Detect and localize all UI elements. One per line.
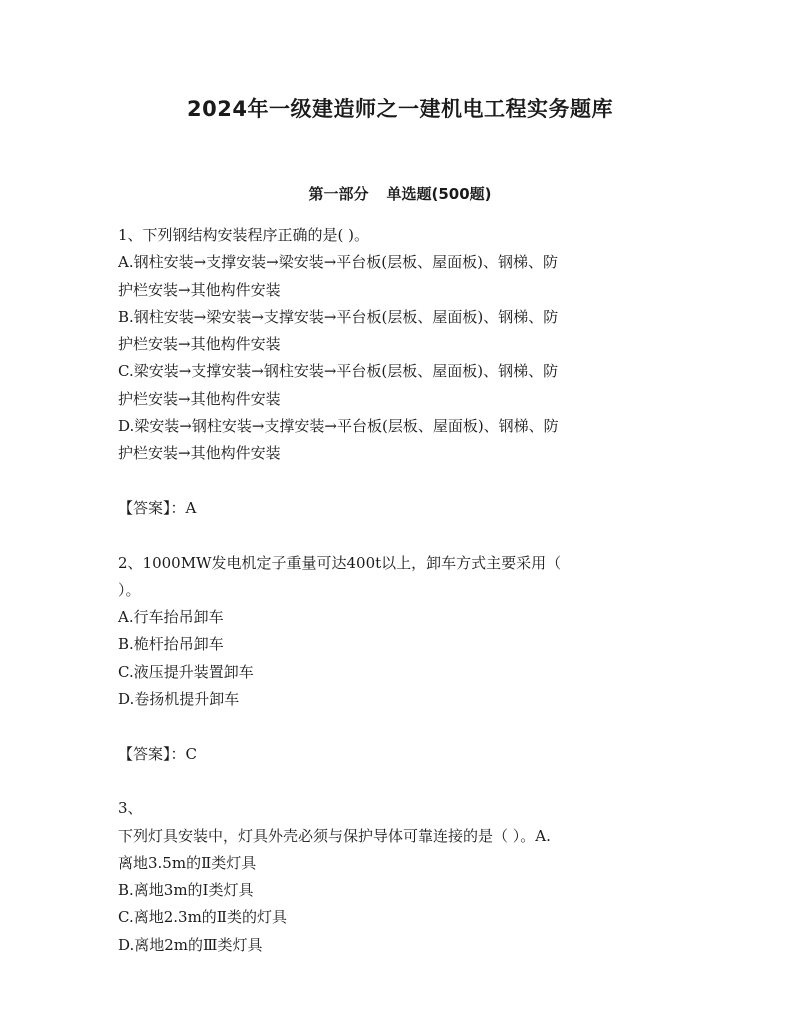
option-line: 护栏安装→其他构件安装 <box>118 280 281 299</box>
option-line: C.梁安装→支撑安装→钢柱安装→平台板(层板、屋面板)、钢梯、防 <box>118 362 559 381</box>
option-line: D.离地2m的Ⅲ类灯具 <box>118 935 263 954</box>
option-line: B.钢柱安装→梁安装→支撑安装→平台板(层板、屋面板)、钢梯、防 <box>118 307 559 326</box>
page-title: 2024年一级建造师之一建机电工程实务题库 <box>187 97 613 121</box>
option-line: 护栏安装→其他构件安装 <box>118 335 281 354</box>
option-line: B.桅杆抬吊卸车 <box>118 635 224 654</box>
option-line: B.离地3m的Ⅰ类灯具 <box>118 881 254 900</box>
question-stem-line: 离地3.5m的Ⅱ类灯具 <box>118 853 257 872</box>
option-line: 护栏安装→其他构件安装 <box>118 389 281 408</box>
question-stem-line: 下列灯具安装中，灯具外壳必须与保护导体可靠连接的是（ ）。A. <box>118 826 551 845</box>
section-type: 单选题(500题) <box>386 185 492 203</box>
section-heading <box>0 183 800 204</box>
question-stem-line: ）。 <box>118 580 141 599</box>
question-stem-line: 3、 <box>118 799 143 818</box>
section-part: 第一部分 <box>308 185 369 203</box>
option-line: D.卷扬机提升卸车 <box>118 690 240 709</box>
option-line: D.梁安装→钢柱安装→支撑安装→平台板(层板、屋面板)、钢梯、防 <box>118 417 559 436</box>
option-line: C.离地2.3m的Ⅱ类的灯具 <box>118 908 287 927</box>
question-stem-line: 2、1000MW发电机定子重量可达400t以上，卸车方式主要采用（ <box>118 553 562 572</box>
answer-line: 【答案】：C <box>118 744 197 763</box>
question-list <box>118 222 678 959</box>
option-line: C.液压提升装置卸车 <box>118 662 254 681</box>
option-line: A.钢柱安装→支撑安装→梁安装→平台板(层板、屋面板)、钢梯、防 <box>118 253 559 272</box>
option-line: 护栏安装→其他构件安装 <box>118 444 281 463</box>
option-line: A.行车抬吊卸车 <box>118 608 224 627</box>
question-stem-line: 1、下列钢结构安装程序正确的是( )。 <box>118 226 370 244</box>
answer-line: 【答案】：A <box>118 498 197 517</box>
